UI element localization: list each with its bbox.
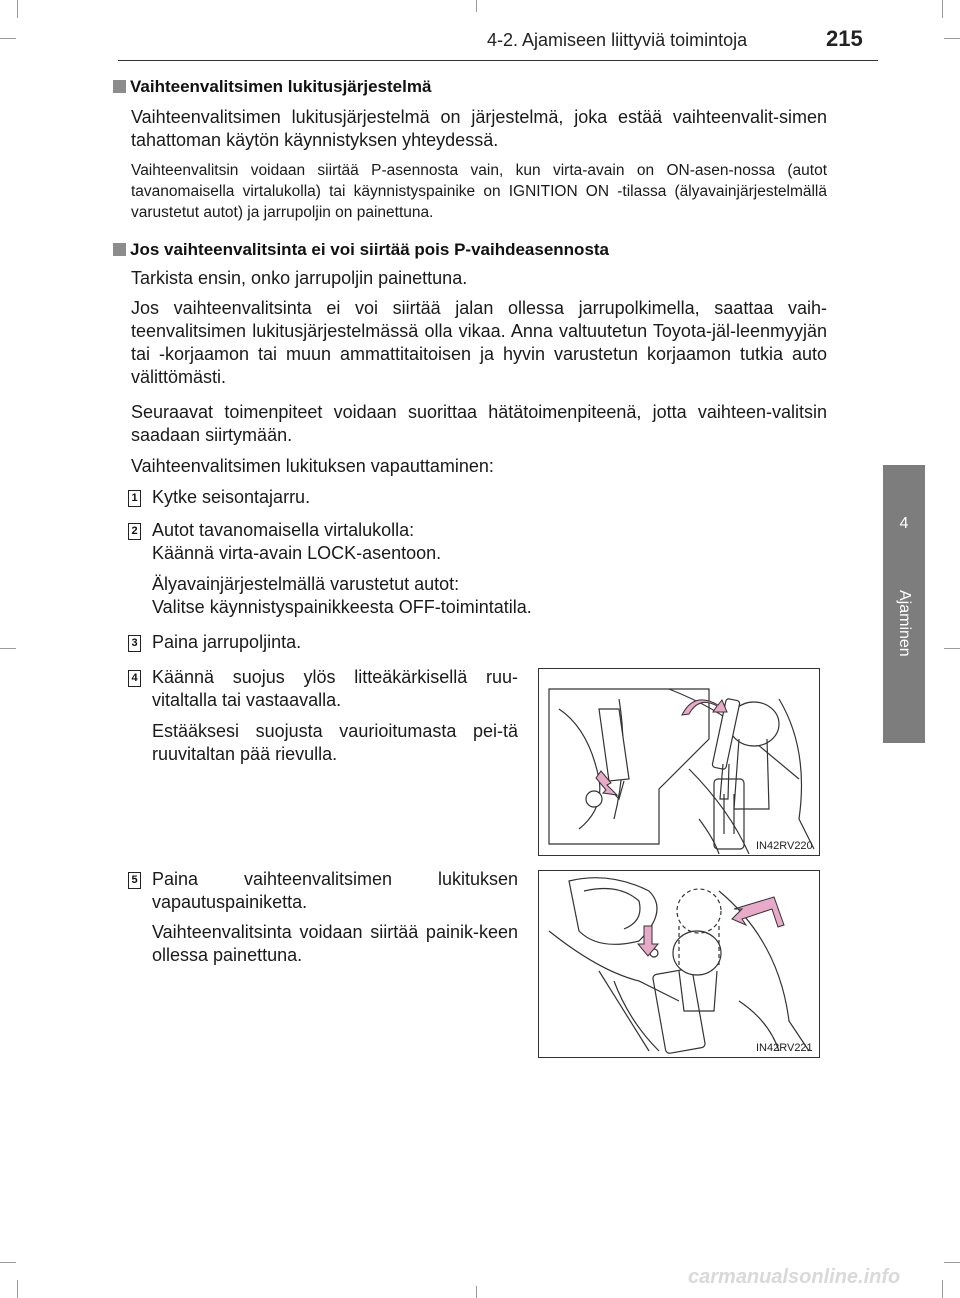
crop-mark [944,648,960,649]
page-number: 215 [826,26,863,51]
step-text: Autot tavanomaisella virtalukolla: [152,520,415,540]
step-number: 4 [128,670,141,687]
square-bullet-icon [113,243,126,256]
figure-code: IN42RV221 [756,1042,813,1054]
step-number: 3 [128,635,141,652]
shift-lever-cover-drawing [539,669,819,855]
crop-mark [0,1262,16,1263]
paragraph: Vaihteenvalitsimen lukitusjärjestelmä on järjestelmä, joka estää vaihteenvalit-simen tahattoman käytön käynnistyksen yhteydessä. [131,107,827,150]
shift-lock-release-drawing [539,871,819,1057]
footer-watermark: carmanualsonline.info [688,1266,901,1288]
paragraph: Jos vaihteenvalitsinta ei voi siirtää jalan ollessa jarrupolkimella, saattaa vaih-teenvalitsimen lukitusjärjestelmässä olla vikaa. Anna valtuutetun Toyota-jäl-leenmyyjän tai -korjaamon tai muun ammattitaitoisen ja hyvin varustetun korjaamon tutkia auto välittömästi. [131,298,827,387]
chapter-label: Ajaminen [896,590,913,657]
crop-mark [476,0,477,12]
step-text: Valitse käynnistyspainikkeesta OFF-toimintatila. [152,597,532,617]
step-text: Vaihteenvalitsinta voidaan siirtää painik-keen ollessa painettuna. [152,922,518,965]
illustration-shift-lever-cover [538,668,820,856]
section-heading-text: Jos vaihteenvalitsinta ei voi siirtää pois P-vaihdeasennosta [130,240,610,259]
paragraph: Vaihteenvalitsimen lukituksen vapauttaminen: [131,456,494,476]
paragraph: Tarkista ensin, onko jarrupoljin painettuna. [131,268,468,288]
step-number: 2 [128,523,141,540]
section-heading [113,240,609,260]
crop-mark [0,38,16,39]
illustration-shift-lock-release [538,870,820,1058]
step-text: Paina vaihteenvalitsimen lukituksen vapautuspainiketta. [152,869,518,912]
section-header: 4-2. Ajamiseen liittyviä toimintoja [487,30,748,50]
crop-mark [944,1262,960,1263]
header-rule [118,60,878,61]
step-text: Käännä suojus ylös litteäkärkisellä ruu-vitaltalla tai vastaavalla. [152,667,518,710]
step-text: Kytke seisontajarru. [152,487,311,507]
step-text: Älyavainjärjestelmällä varustetut autot: [152,574,460,594]
figure-code: IN42RV220 [756,840,813,852]
crop-mark [0,648,16,649]
crop-mark [942,0,943,18]
crop-mark [942,1280,943,1298]
step-text: Estääksesi suojusta vaurioitumasta pei-tä ruuvitaltan pää rievulla. [152,721,518,764]
section-heading [113,77,431,97]
crop-mark [944,38,960,39]
step-number: 5 [128,872,141,889]
step-text: Paina jarrupoljinta. [152,632,302,652]
paragraph: Seuraavat toimenpiteet voidaan suorittaa hätätoimenpiteenä, jotta vaihteen-valitsin saadaan siirtymään. [131,402,827,445]
crop-mark [17,1280,18,1298]
crop-mark [17,0,18,18]
chapter-number: 4 [899,515,909,532]
square-bullet-icon [113,80,126,93]
note-paragraph: Vaihteenvalitsin voidaan siirtää P-asennosta vain, kun virta-avain on ON-asen-nossa (autot tavanomaisella virtalukolla) tai käynnistyspainike on IGNITION ON -tilassa (älyavainjärjestelmällä varustetut autot) ja jarrupoljin on painettuna. [131,162,827,221]
section-heading-text: Vaihteenvalitsimen lukitusjärjestelmä [130,77,432,96]
step-text: Käännä virta-avain LOCK-asentoon. [152,543,442,563]
crop-mark [476,1286,477,1298]
step-number: 1 [128,490,141,507]
